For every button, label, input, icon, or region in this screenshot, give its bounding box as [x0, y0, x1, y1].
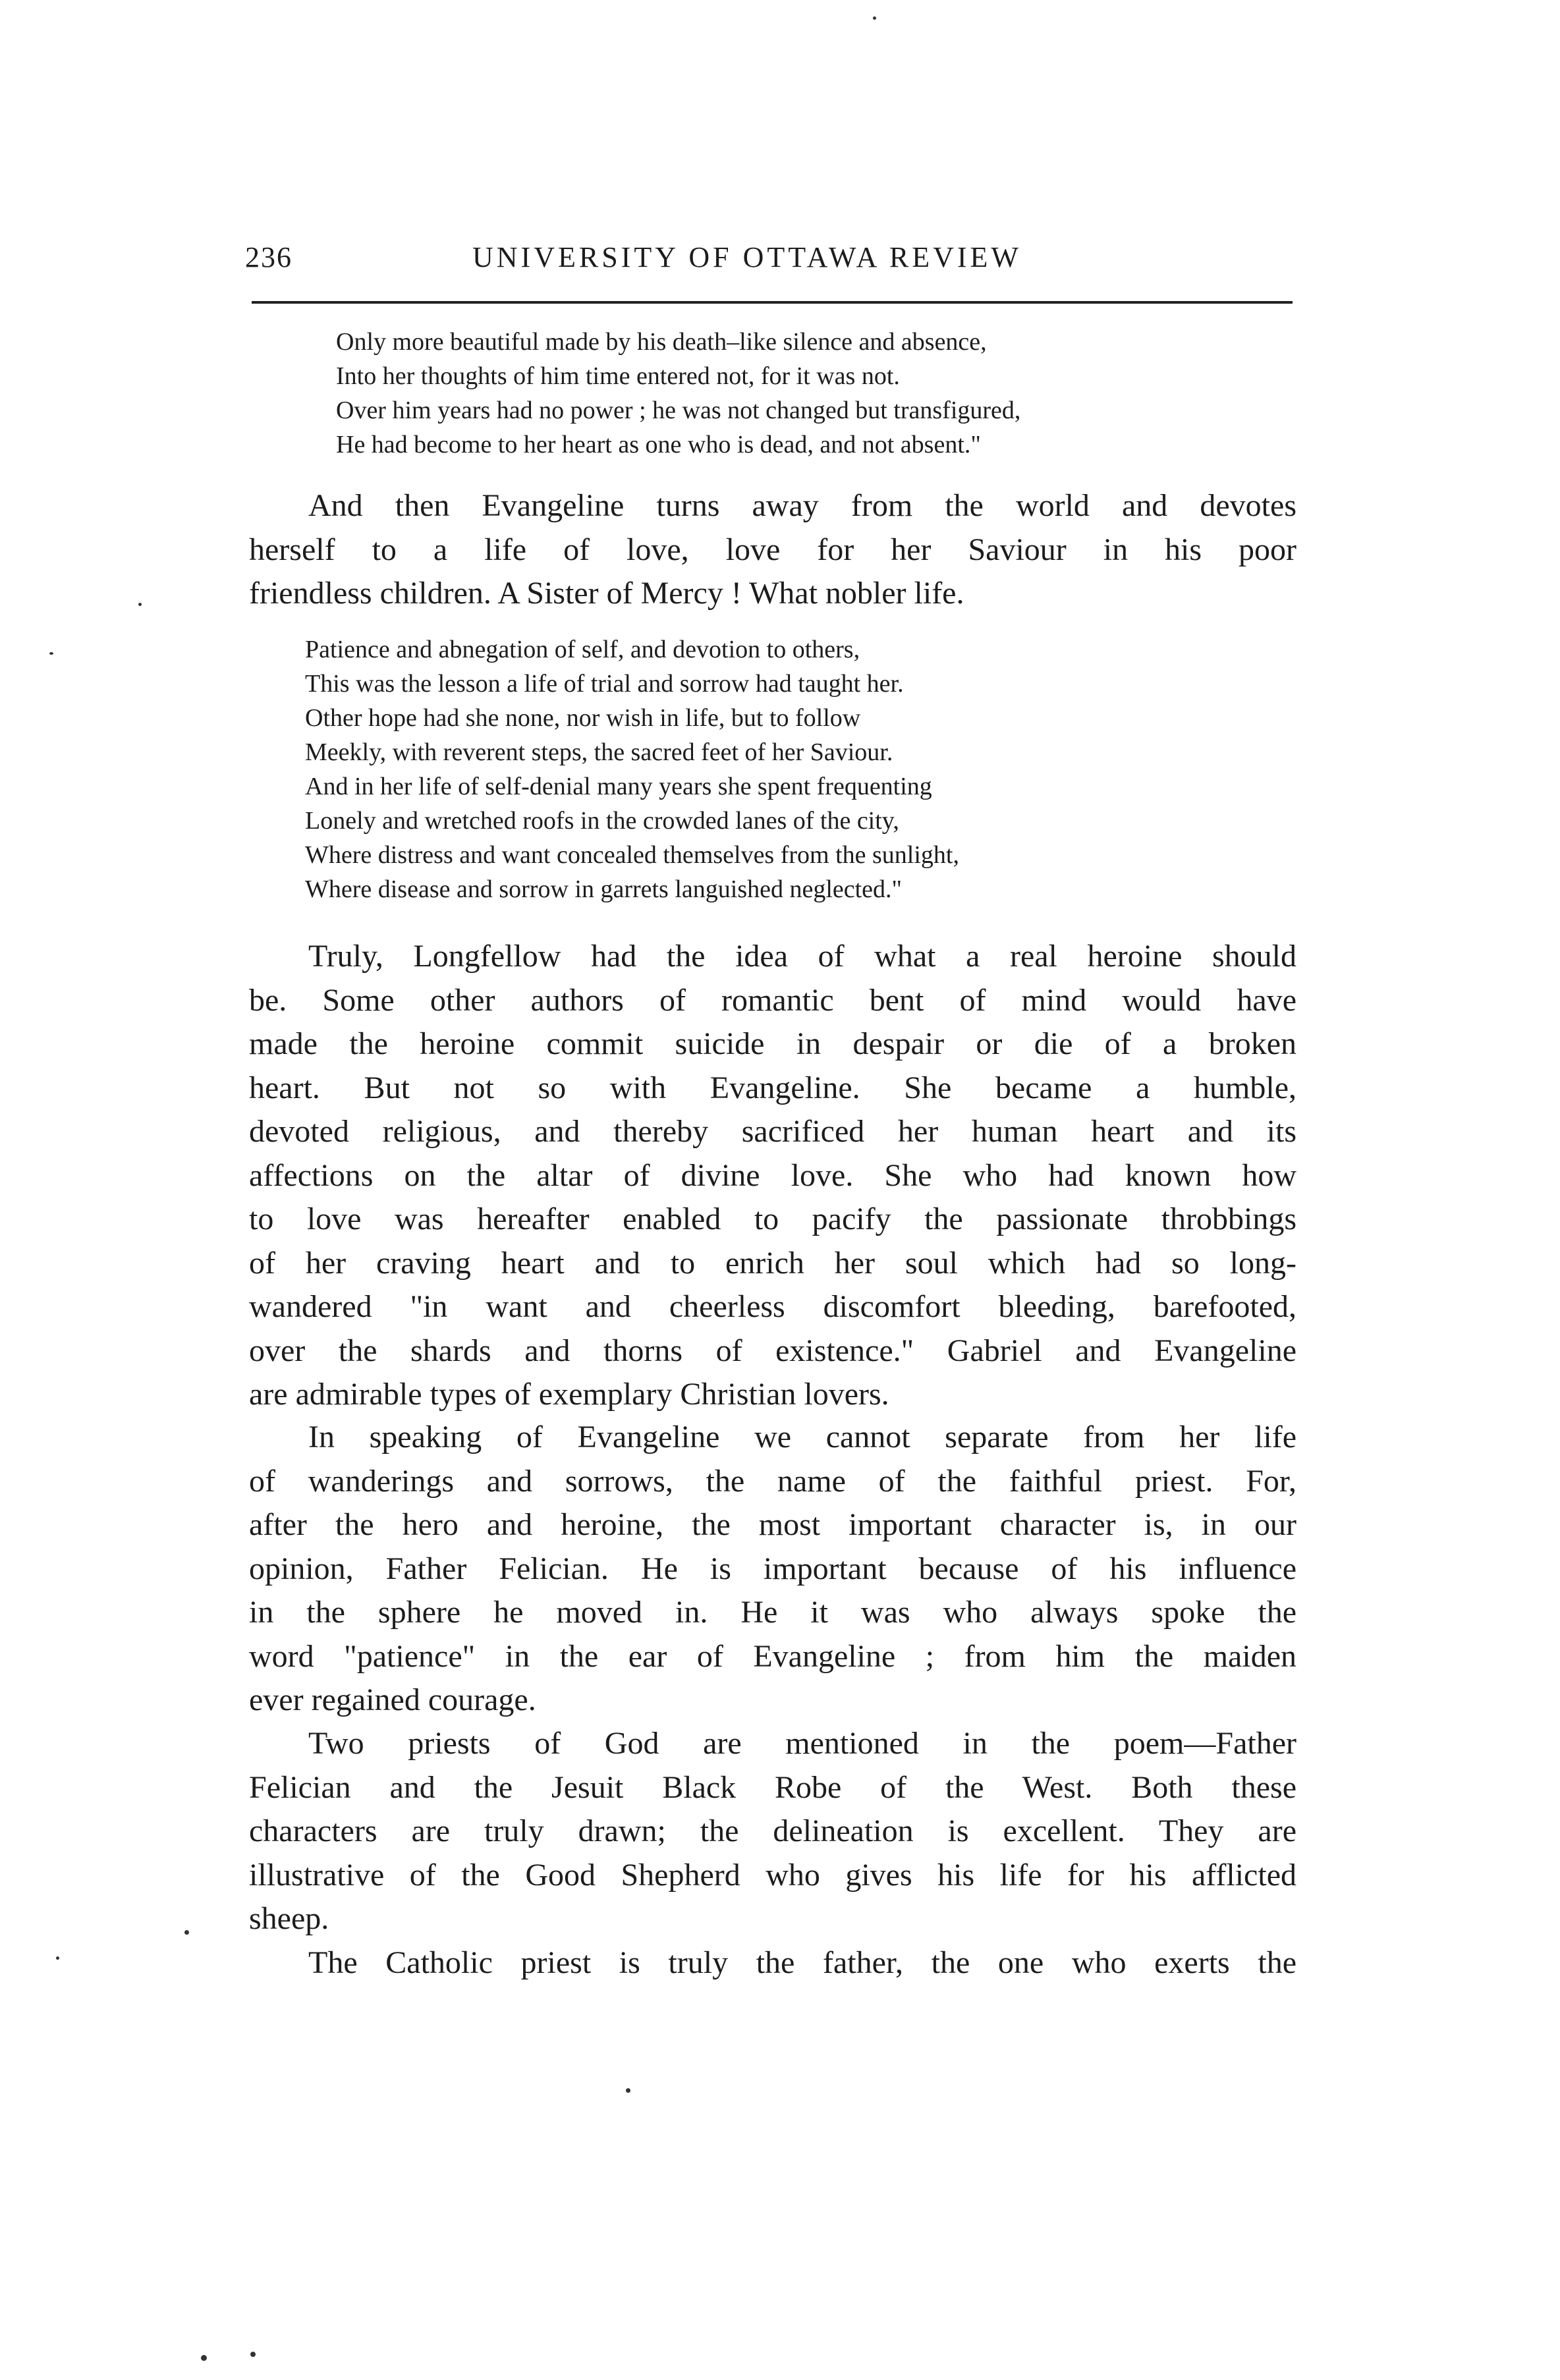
page-number: 236 [245, 241, 292, 273]
text-line: word "patience" in the ear of Evangeline ; from him the maiden [249, 1638, 1296, 1674]
text-line: illustrative of the Good Shepherd who gives his life for his afflicted [249, 1857, 1296, 1893]
text-line: wandered "in want and cheerless discomfort bleeding, barefooted, [249, 1289, 1296, 1324]
verse-line: Into her thoughts of him time entered not, for it was not. [336, 362, 900, 390]
text-line: over the shards and thorns of existence." Gabriel and Evangeline [249, 1333, 1296, 1368]
text-line: And then Evangeline turns away from the world and devotes [308, 488, 1296, 523]
scan-speck [184, 1930, 189, 1935]
verse-line: He had become to her heart as one who is dead, and not absent." [336, 431, 981, 458]
text-line: of wanderings and sorrows, the name of the faithful priest. For, [249, 1463, 1296, 1499]
paragraph-3 [249, 1416, 1296, 1723]
text-line: sheep. [249, 1901, 329, 1936]
text-line: Truly, Longfellow had the idea of what a real heroine should [308, 939, 1296, 974]
text-line: devoted religious, and thereby sacrificed her human heart and its [249, 1114, 1296, 1149]
text-line: friendless children. A Sister of Mercy ! What nobler life. [249, 576, 964, 611]
text-line: opinion, Father Felician. He is important because of his influence [249, 1551, 1296, 1586]
scan-speck [250, 2352, 256, 2357]
text-line: herself to a life of love, love for her Saviour in his poor [249, 532, 1296, 567]
verse-line: Patience and abnegation of self, and devotion to others, [305, 636, 860, 663]
verse-line: Where disease and sorrow in garrets languished neglected." [305, 875, 903, 903]
verse-line: Other hope had she none, nor wish in life, but to follow [305, 704, 861, 732]
verse-line: Only more beautiful made by his death–like silence and absence, [336, 328, 987, 356]
verse-line: Lonely and wretched roofs in the crowded lanes of the city, [305, 807, 899, 835]
text-line: to love was hereafter enabled to pacify the passionate throbbings [249, 1202, 1296, 1236]
text-line: be. Some other authors of romantic bent of mind would have [249, 982, 1296, 1018]
text-line: Felician and the Jesuit Black Robe of the West. Both these [249, 1769, 1296, 1805]
journal-title: UNIVERSITY OF OTTAWA REVIEW [472, 241, 1022, 273]
verse-quote-2 [305, 632, 959, 906]
scan-speck [626, 2088, 630, 2093]
text-line: Two priests of God are mentioned in the poem—Father [308, 1726, 1296, 1761]
verse-line: This was the lesson a life of trial and sorrow had taught her. [305, 670, 904, 698]
paragraph-1 [249, 484, 1296, 616]
verse-line: Where distress and want concealed themselves from the sunlight, [305, 841, 959, 869]
verse-quote-1 [336, 325, 1020, 462]
text-line: ever regained courage. [249, 1682, 536, 1717]
scan-speck [201, 2355, 207, 2361]
paragraph-5 [249, 1941, 1296, 1985]
text-line: affections on the altar of divine love. She who had known how [249, 1157, 1296, 1193]
paragraph-2 [249, 935, 1296, 1417]
scan-speck [873, 16, 876, 20]
paragraph-4 [249, 1722, 1296, 1941]
text-line: are admirable types of exemplary Christian lovers. [249, 1377, 889, 1412]
text-line: In speaking of Evangeline we cannot separate from her life [308, 1420, 1296, 1454]
header-rule [252, 301, 1293, 304]
scan-speck [56, 1956, 59, 1960]
running-head [245, 240, 1299, 280]
text-line: heart. But not so with Evangeline. She became a humble, [249, 1070, 1296, 1105]
scan-speck [49, 652, 53, 655]
text-line: characters are truly drawn; the delineation is excellent. They are [249, 1813, 1296, 1848]
verse-line: Meekly, with reverent steps, the sacred feet of her Saviour. [305, 738, 893, 766]
text-line: in the sphere he moved in. He it was who always spoke the [249, 1595, 1296, 1630]
verse-line: And in her life of self-denial many years she spent frequenting [305, 773, 932, 800]
verse-line: Over him years had no power ; he was not changed but transfigured, [336, 397, 1021, 424]
text-line: made the heroine commit suicide in despair or die of a broken [249, 1026, 1296, 1061]
text-line: of her craving heart and to enrich her soul which had so long- [249, 1245, 1296, 1281]
text-line: The Catholic priest is truly the father, the one who exerts the [308, 1945, 1296, 1980]
text-line: after the hero and heroine, the most important character is, in our [249, 1507, 1296, 1542]
scan-speck [138, 603, 142, 606]
